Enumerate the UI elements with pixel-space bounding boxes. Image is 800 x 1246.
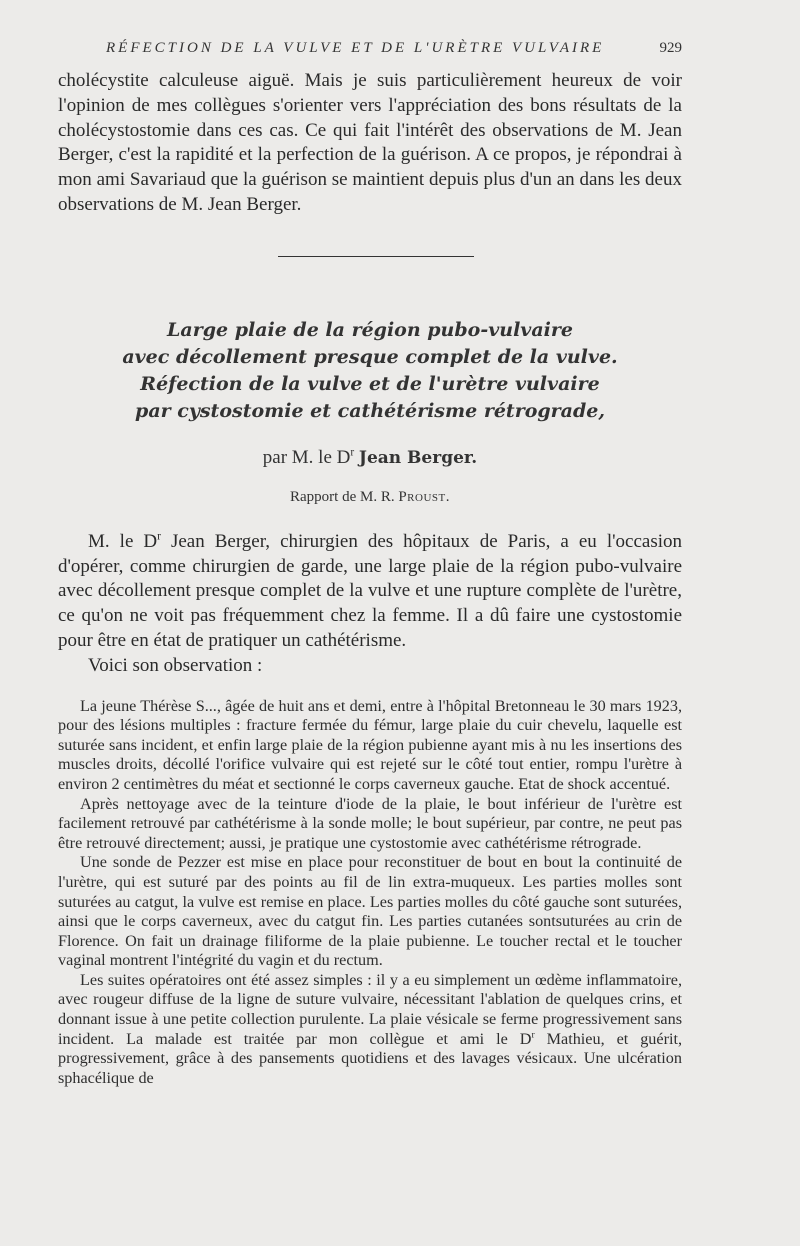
author-byline	[58, 447, 682, 469]
obs-p4-sup: r	[531, 1029, 535, 1041]
title-line: par cystostomie et cathétérisme rétrograde,	[135, 399, 605, 422]
section-divider	[278, 256, 474, 257]
observation-paragraph: La jeune Thérèse S..., âgée de huit ans et demi, entre à l'hôpital Bretonneau le 30 mars 1923, pour des lésions multiples : fracture fermée du fémur, large plaie du cuir chevelu, laquelle est suturée sans incident, et enfin large plaie de la région pubienne ayant mis à nu les insertions des muscles droits, décollé l'orifice vulvaire qui est rejeté sur le côté tout entier, rompu l'urètre à environ 2 centimètres du méat et sectionné le corps caverneux gauche. Etat de shock accentué.	[58, 696, 682, 793]
report-prefix: Rapport de M. R.	[290, 488, 395, 505]
observation-paragraph: Une sonde de Pezzer est mise en place pour reconstituer de bout en bout la continuité de l'urètre, qui est suturé par des points au fil de lin extra-muqueux. Les parties molles sont suturées au catgut, la vulve est remise en place. Les parties molles du côté gauche sont suturées, ainsi que le corps caverneux, avec du catgut fin. Les parties cutanées sontsuturées au crin de Florence. On fait un drainage filiforme de la plaie pubienne. Le toucher rectal et le toucher vaginal montrent l'intégrité du vagin et du rectum.	[58, 853, 682, 970]
observation-paragraph: Après nettoyage avec de la teinture d'iode de la plaie, le bout inférieur de l'urètre est facilement retrouvé par cathétérisme à la sonde molle; le bout supérieur, par contre, ne peut pas être retrouvé directement; aussi, je pratique une cystostomie avec cathétérisme rétrograde.	[58, 794, 682, 852]
running-header	[106, 40, 682, 57]
intro-lead-in: Voici son observation :	[88, 654, 263, 676]
intro-paragraph	[58, 530, 682, 654]
byline-sup: r	[350, 446, 355, 459]
title-line: avec décollement presque complet de la vulve.	[122, 345, 618, 368]
intro-sup: r	[157, 530, 161, 543]
journal-page	[58, 40, 682, 1088]
running-title: RÉFECTION DE LA VULVE ET DE L'URÈTRE VULVAIRE	[106, 40, 605, 56]
author-name: Jean Berger.	[358, 447, 478, 468]
intro-text-b: Jean Berger, chirurgien des hôpitaux de Paris, a eu l'occasion d'opérer, comme chirurgien de garde, une large plaie de la région pubo-vulvaire avec décollement presque complet de la vulve et une rupture complète de l'urètre, ce qu'on ne voit pas fréquemment chez la femme. Il a dû faire une cystostomie pour être en état de pratiquer un cathétérisme.	[58, 530, 682, 651]
observation-block	[58, 697, 682, 1089]
page-number: 929	[659, 40, 682, 56]
title-line: Réfection de la vulve et de l'urètre vulvaire	[140, 372, 600, 395]
obs-p4-text-b: Mathieu, et guérit, progressivement, grâce à des pansements quotidiens et des lavages vésicaux. Une ulcération sphacélique de	[58, 1029, 683, 1087]
continued-paragraph: cholécystite calculeuse aiguë. Mais je suis particulièrement heureux de voir l'opinion de mes collègues s'orienter vers l'appréciation des bons résultats de la cholécystostomie dans ces cas. Ce qui fait l'intérêt des observations de M. Jean Berger, c'est la rapidité et la perfection de la guérison. A ce propos, je répondrai à mon ami Savariaud que la guérison se maintient depuis plus d'un an dans les deux observations de M. Jean Berger.	[58, 70, 682, 215]
byline-prefix: par M. le D	[262, 446, 351, 468]
observation-paragraph	[58, 971, 682, 1089]
title-line: Large plaie de la région pubo-vulvaire	[167, 318, 573, 341]
reporter-name: Proust.	[398, 488, 450, 505]
obs-p4-text-a: Les suites opératoires ont été assez simples : il y a eu simplement un œdème inflammatoire, avec rougeur diffuse de la ligne de suture vulvaire, nécessitant l'ablation de quelques crins, et donnant issue à une petite collection purulente. La plaie vésicale se ferme progressivement sans incident. La malade est traitée par mon collègue et ami le D	[58, 970, 682, 1048]
intro-text-a: M. le D	[88, 530, 158, 552]
report-line	[58, 489, 682, 506]
article-title	[58, 317, 682, 425]
